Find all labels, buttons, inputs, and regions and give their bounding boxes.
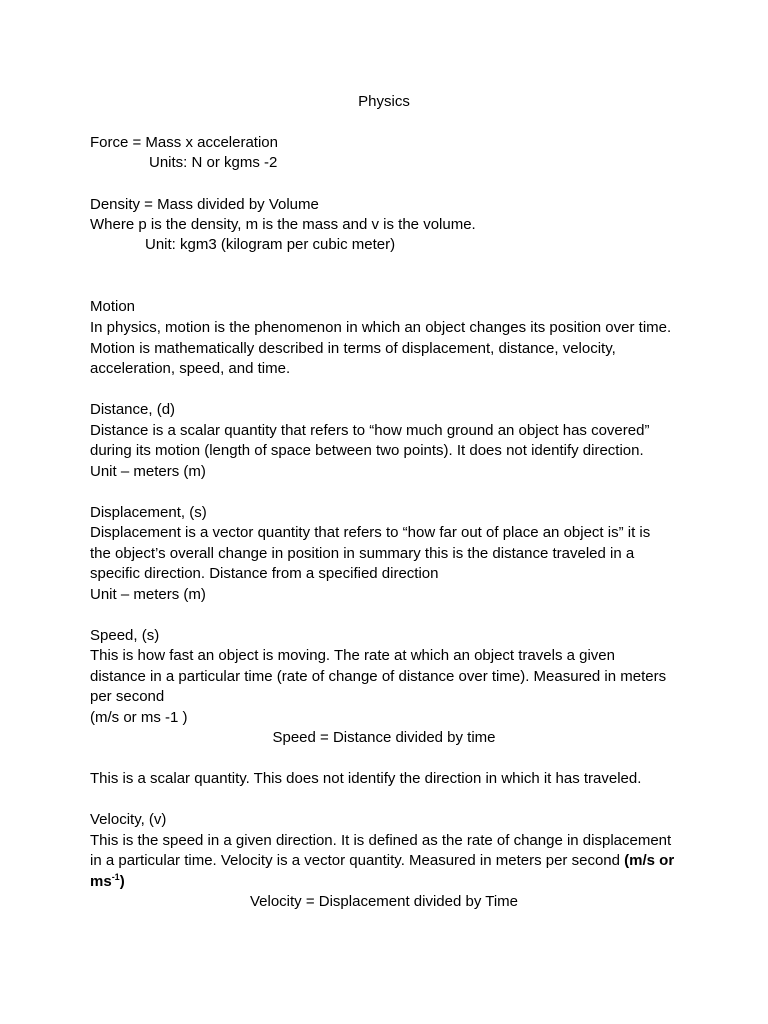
- distance-unit: Unit – meters (m): [90, 463, 206, 480]
- speed-heading: Speed, (s): [90, 627, 160, 644]
- speed-line: distance in a particular time (rate of change of distance over time). Measured in meters: [90, 668, 667, 685]
- displacement-heading: Displacement, (s): [90, 504, 207, 521]
- speed-note: This is a scalar quantity. This does not identify the direction in which it has traveled.: [90, 770, 642, 787]
- document-title: Physics: [358, 93, 410, 110]
- velocity-unit-superscript: -1: [111, 872, 120, 882]
- distance-line: Distance is a scalar quantity that refers to “how much ground an object has covered”: [90, 422, 650, 439]
- force-units: Units: N or kgms -2: [149, 154, 278, 171]
- speed-formula: Speed = Distance divided by time: [272, 729, 496, 746]
- distance-heading: Distance, (d): [90, 401, 176, 418]
- speed-unit: (m/s or ms -1 ): [90, 709, 188, 726]
- motion-heading: Motion: [90, 298, 136, 315]
- density-formula: Density = Mass divided by Volume: [90, 196, 319, 213]
- motion-line: Motion is mathematically described in terms of displacement, distance, velocity,: [90, 340, 616, 357]
- displacement-line: the object’s overall change in position in summary this is the distance traveled in a: [90, 545, 635, 562]
- speed-line: This is how fast an object is moving. The rate at which an object travels a given: [90, 647, 615, 664]
- motion-line: acceleration, speed, and time.: [90, 360, 291, 377]
- displacement-line: Displacement is a vector quantity that refers to “how far out of place an object is” it is: [90, 524, 651, 541]
- velocity-line: This is the speed in a given direction. It is defined as the rate of change in displacement: [90, 832, 672, 849]
- velocity-formula: Velocity = Displacement divided by Time: [249, 893, 519, 910]
- displacement-unit: Unit – meters (m): [90, 586, 206, 603]
- force-formula: Force = Mass x acceleration: [90, 134, 278, 151]
- velocity-unit-line: [90, 872, 125, 893]
- density-unit: Unit: kgm3 (kilogram per cubic meter): [145, 236, 396, 253]
- speed-line: per second: [90, 688, 165, 705]
- velocity-heading: Velocity, (v): [90, 811, 167, 828]
- motion-line: In physics, motion is the phenomenon in which an object changes its position over time.: [90, 319, 672, 336]
- density-where: Where p is the density, m is the mass and v is the volume.: [90, 216, 476, 233]
- velocity-line: [90, 851, 674, 872]
- velocity-unit-close: ): [119, 873, 125, 890]
- velocity-unit-bold: (m/s or: [624, 852, 675, 869]
- velocity-line-text: in a particular time. Velocity is a vector quantity. Measured in meters per second: [90, 852, 620, 869]
- distance-line: during its motion (length of space between two points). It does not identify direction.: [90, 442, 644, 459]
- displacement-line: specific direction. Distance from a specified direction: [90, 565, 439, 582]
- velocity-unit-ms: ms: [90, 873, 112, 890]
